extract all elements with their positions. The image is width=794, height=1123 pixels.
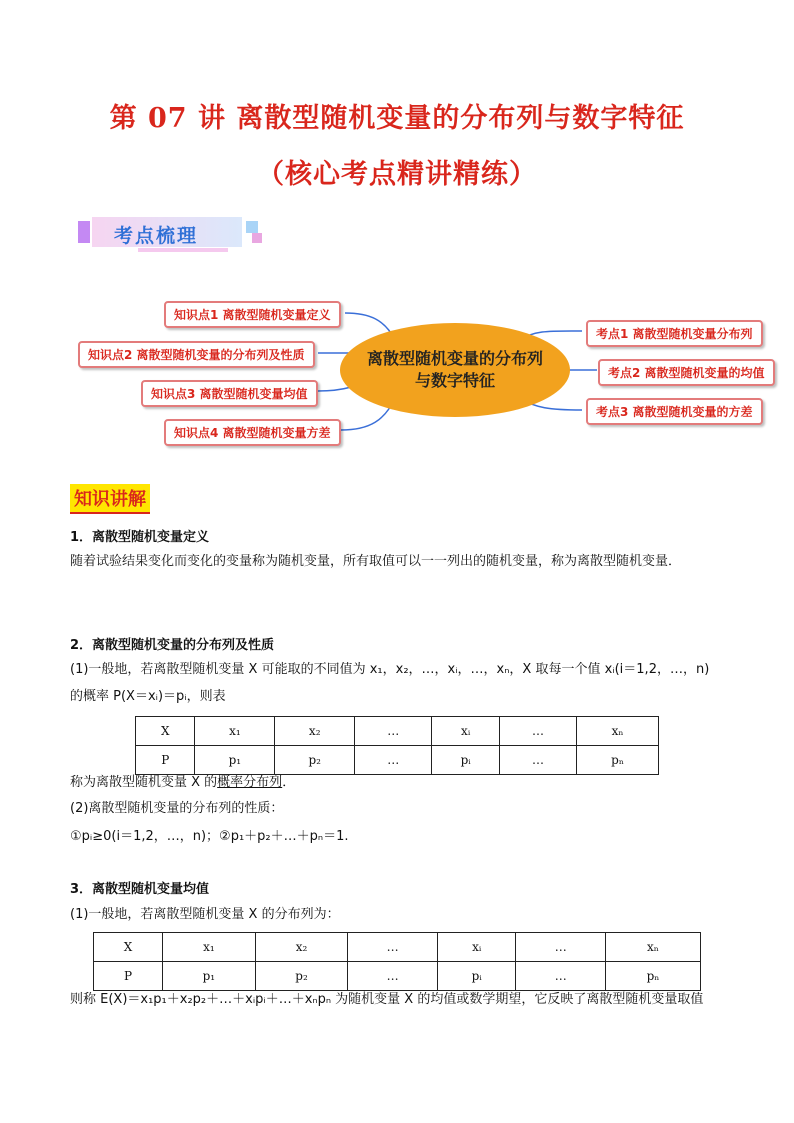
mindmap-node-exam-2: 考点2 离散型随机变量的均值: [598, 359, 775, 386]
mindmap-center-line2: 与数字特征: [414, 371, 495, 390]
banner-square: [252, 233, 262, 243]
section-1-heading: 1．离散型随机变量定义: [70, 530, 210, 545]
mindmap-node-knowledge-1: 知识点1 离散型随机变量定义: [164, 301, 341, 328]
mindmap-node-knowledge-4: 知识点4 离散型随机变量方差: [164, 419, 341, 446]
table-cell: …: [355, 717, 432, 746]
mindmap-node-exam-1: 考点1 离散型随机变量分布列: [586, 320, 763, 347]
section-2-para-2: (2)离散型随机变量的分布列的性质：: [70, 801, 284, 816]
banner-label: 考点梳理: [114, 225, 199, 247]
section-banner: [78, 217, 258, 253]
mindmap-node-knowledge-3: 知识点3 离散型随机变量均值: [141, 380, 318, 407]
page-subtitle: （核心考点精讲精练）: [257, 159, 537, 190]
section-2-after-table: [70, 771, 295, 795]
table-cell: …: [355, 746, 432, 775]
mindmap-node-knowledge-2: 知识点2 离散型随机变量的分布列及性质: [78, 341, 315, 368]
term-link: 概率分布列: [217, 775, 283, 790]
table-cell: p₂: [275, 746, 355, 775]
table-cell: pₙ: [577, 746, 659, 775]
mindmap-center-line1: 离散型随机变量的分布列: [366, 349, 543, 368]
table-row: [94, 962, 701, 991]
table-cell: xₙ: [606, 933, 701, 962]
table-cell: …: [516, 933, 606, 962]
table-cell: pᵢ: [438, 962, 516, 991]
section-2-para-3: ①pᵢ≥0(i＝1,2，…，n)；②p₁＋p₂＋…＋pₙ＝1.: [70, 829, 349, 844]
section-2-para-1a: (1)一般地，若离散型随机变量 X 可能取的不同值为 x₁，x₂，…，xᵢ，…，xₙ，X 取每一个值 xᵢ(i＝1,2，…，n): [70, 662, 710, 677]
table-cell: pᵢ: [432, 746, 500, 775]
section-label: 知识讲解: [70, 484, 150, 514]
mindmap-center: [340, 323, 570, 417]
table-cell: xₙ: [577, 717, 659, 746]
table-cell: …: [499, 717, 576, 746]
after-text-end: ．: [282, 775, 296, 790]
section-2-para-1b: 的概率 P(X＝xᵢ)＝pᵢ，则表: [70, 689, 226, 704]
section-1-body: 随着试验结果变化而变化的变量称为随机变量，所有取值可以一一列出的随机变量，称为离散型随机变量．: [70, 554, 682, 569]
table-row: [136, 717, 659, 746]
table-cell: …: [516, 962, 606, 991]
mindmap-node-exam-3: 考点3 离散型随机变量的方差: [586, 398, 763, 425]
distribution-table-1: [135, 716, 659, 775]
section-3-para-2: 则称 E(X)＝x₁p₁＋x₂p₂＋…＋xᵢpᵢ＋…＋xₙpₙ 为随机变量 X 的均值或数学期望，它反映了离散型随机变量取值: [70, 992, 704, 1007]
table-cell: …: [348, 933, 438, 962]
table-cell: x₂: [275, 717, 355, 746]
table-cell: P: [94, 962, 163, 991]
table-cell: p₁: [195, 746, 275, 775]
table-cell: x₁: [163, 933, 256, 962]
table-cell: p₁: [163, 962, 256, 991]
table-cell: …: [499, 746, 576, 775]
section-2-heading: 2．离散型随机变量的分布列及性质: [70, 638, 275, 653]
section-3-para-1: (1)一般地，若离散型随机变量 X 的分布列为：: [70, 907, 340, 922]
table-cell: X: [94, 933, 163, 962]
table-cell: p₂: [255, 962, 348, 991]
banner-square: [246, 221, 258, 233]
table-cell: X: [136, 717, 195, 746]
banner-decoration: [78, 221, 90, 243]
table-cell: x₁: [195, 717, 275, 746]
banner-underline: [138, 248, 228, 252]
table-cell: xᵢ: [432, 717, 500, 746]
table-cell: pₙ: [606, 962, 701, 991]
table-cell: xᵢ: [438, 933, 516, 962]
table-cell: …: [348, 962, 438, 991]
page-title: 第 07 讲 离散型随机变量的分布列与数字特征: [109, 103, 685, 134]
table-cell: x₂: [255, 933, 348, 962]
section-3-heading: 3．离散型随机变量均值: [70, 882, 210, 897]
after-text: 称为离散型随机变量 X 的: [70, 775, 218, 790]
table-row: [94, 933, 701, 962]
table-cell: P: [136, 746, 195, 775]
distribution-table-2: [93, 932, 701, 991]
